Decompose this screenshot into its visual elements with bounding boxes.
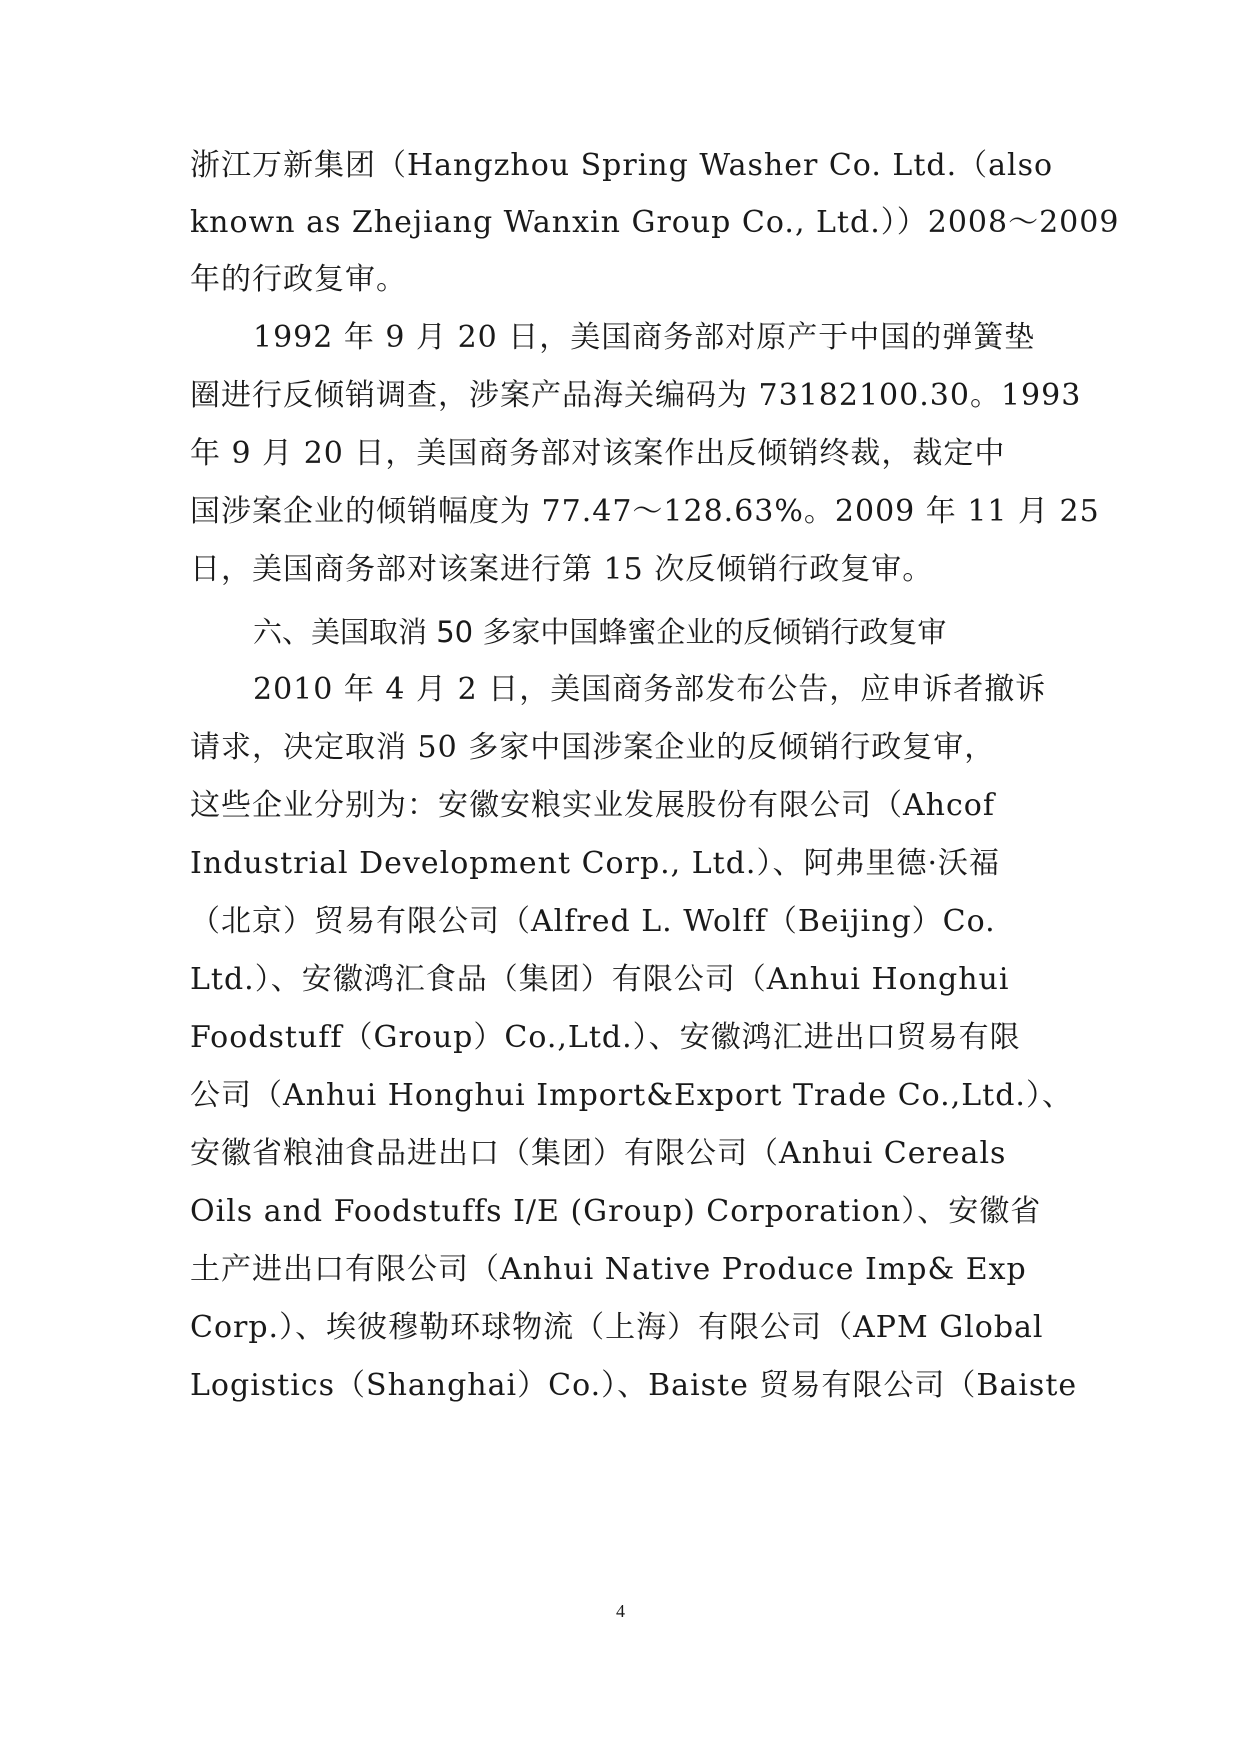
paragraph-line: Industrial Development Corp., Ltd.）、阿弗里德·沃福: [190, 846, 1001, 881]
paragraph-line: Corp.）、埃彼穆勒环球物流（上海）有限公司（APM Global: [190, 1310, 1044, 1345]
paragraph-line: Foodstuff（Group）Co.,Ltd.）、安徽鸿汇进出口贸易有限: [190, 1020, 1021, 1055]
paragraph-line: 日，美国商务部对该案进行第 15 次反倾销行政复审。: [190, 552, 934, 587]
paragraph-line: known as Zhejiang Wanxin Group Co., Ltd.））2008～2009: [190, 205, 1120, 240]
paragraph-line: Oils and Foodstuffs I/E (Group) Corporation）、安徽省: [190, 1194, 1042, 1229]
paragraph-line: 浙江万新集团（Hangzhou Spring Washer Co. Ltd.（also: [190, 148, 1054, 183]
paragraph-line: 公司（Anhui Honghui Import&Export Trade Co.,Ltd.）、: [190, 1078, 1073, 1113]
paragraph-line: 年的行政复审。: [190, 262, 407, 297]
section-heading: 六、美国取消 50 多家中国蜂蜜企业的反倾销行政复审: [253, 615, 947, 649]
paragraph-line: 圈进行反倾销调查，涉案产品海关编码为 73182100.30。1993: [190, 378, 1082, 413]
paragraph-line: 2010 年 4 月 2 日，美国商务部发布公告，应申诉者撤诉: [253, 672, 1047, 707]
paragraph-line: 这些企业分别为：安徽安粮实业发展股份有限公司（Ahcof: [190, 788, 995, 823]
paragraph-line: （北京）贸易有限公司（Alfred L. Wolff（Beijing）Co.: [190, 904, 996, 939]
paragraph-line: 1992 年 9 月 20 日，美国商务部对原产于中国的弹簧垫: [253, 320, 1036, 355]
paragraph-line: Logistics（Shanghai）Co.）、Baiste 贸易有限公司（Baiste: [190, 1368, 1078, 1403]
paragraph-line: 年 9 月 20 日，美国商务部对该案作出反倾销终裁，裁定中: [190, 436, 1006, 471]
paragraph-line: 国涉案企业的倾销幅度为 77.47～128.63%。2009 年 11 月 25: [190, 494, 1100, 529]
paragraph-line: Ltd.）、安徽鸿汇食品（集团）有限公司（Anhui Honghui: [190, 962, 1010, 997]
paragraph-line: 土产进出口有限公司（Anhui Native Produce Imp& Exp: [190, 1252, 1027, 1287]
page-number: 4: [616, 1601, 625, 1621]
paragraph-line: 安徽省粮油食品进出口（集团）有限公司（Anhui Cereals: [190, 1136, 1007, 1171]
paragraph-line: 请求，决定取消 50 多家中国涉案企业的反倾销行政复审，: [190, 730, 996, 765]
